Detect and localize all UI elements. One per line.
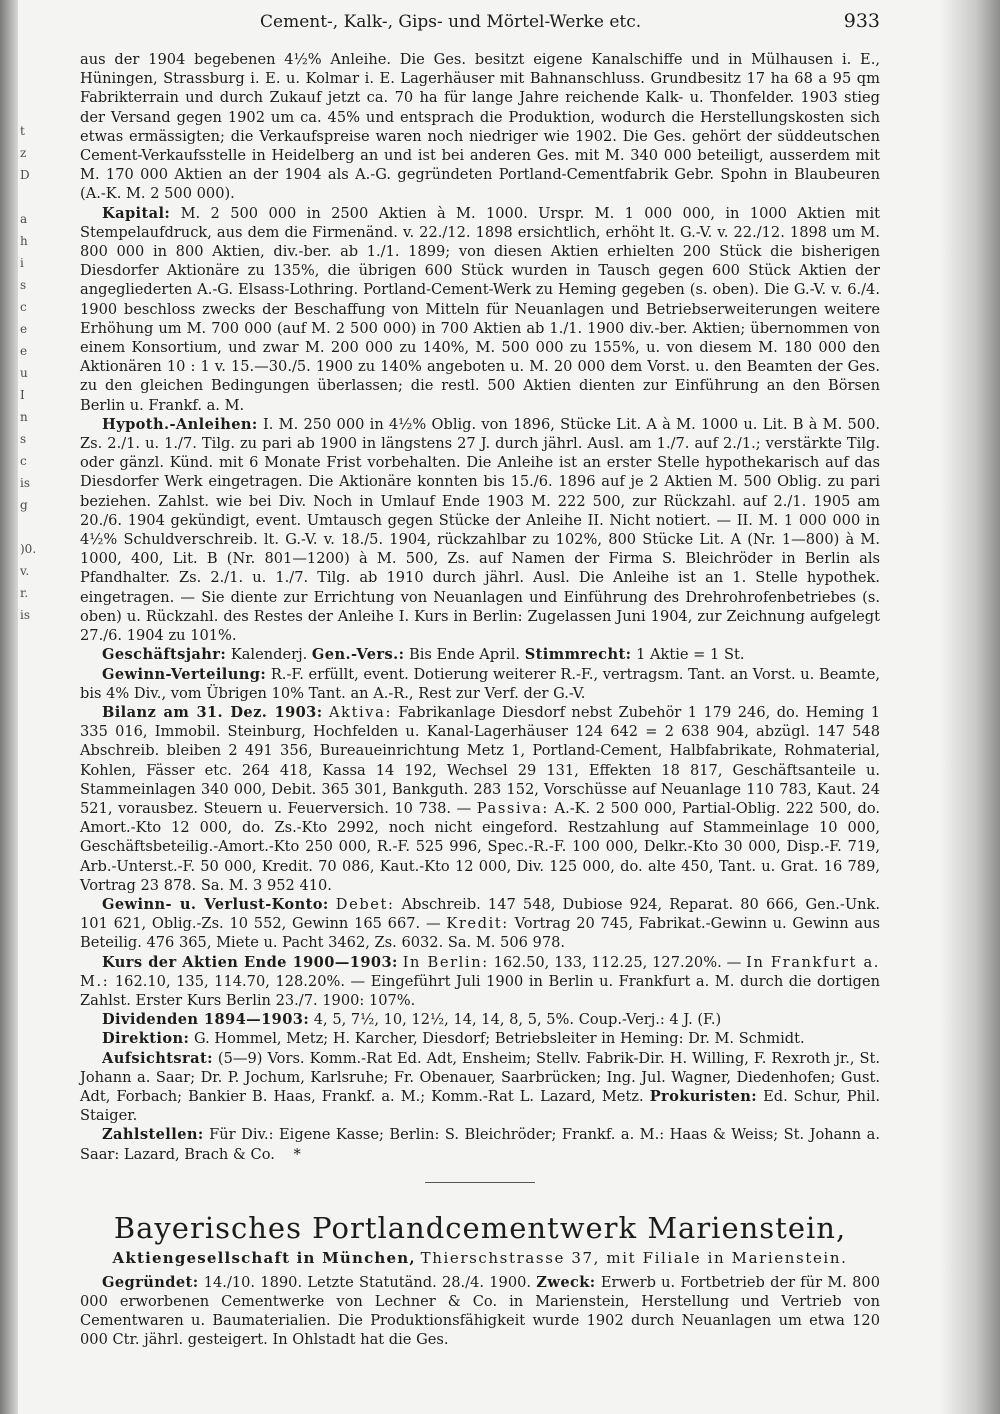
gewinnvert-text: R.-F. erfüllt, event. Dotierung weiterer R.-F., vertragsm. Tant. an Vorst. u. Beamte, bis 4% Div., vom Übrigen 10% Tant. an A.-R., Rest zur Verf. der G.-V. (80, 665, 881, 702)
page-content (80, 10, 880, 1350)
kapital-label: Kapital: (102, 204, 171, 222)
guv-kredit-word: Kredit: (446, 915, 509, 933)
page-edge-shadow (940, 0, 1000, 1414)
margin-fragment: I (20, 388, 25, 402)
kapital-text: M. 2 500 000 in 2500 Aktien à M. 1000. Urspr. M. 1 000 000, in 1000 Aktien mit Stempelaufdruck, aus dem die Firmenänd. v. 22./12. 1898 ersichtlich, erhöht lt. G.-V. v. 22./12. 1898 um M. 800 000 in 800 Aktien, div.-ber. ab 1./1. 1899; von diesen Aktien erhielten 200 Stück die bisherigen Diesdorfer Aktionäre zu 135%, die übrigen 600 Stück wurden in Tausch gegen 600 Stück Aktien der angegliederten A.-G. Elsass-Lothring. Portland-Cement-Werk zu Heming gegeben (s. oben). Die G.-V. v. 6./4. 1900 beschloss zwecks der Beschaffung von Mitteln für Neuanlagen und Betriebserweiterungen weitere Erhöhung um M. 700 000 (auf M. 2 500 000) in 700 Aktien ab 1./1. 1900 div.-ber. Aktien; übernommen von einem Konsortium, und zwar M. 200 000 zu 140%, M. 500 000 zu 155%, u. von diesem M. 180 000 den Aktionären 10 : 1 v. 15.—30./5. 1900 zu 140% angeboten u. M. 20 000 dem Vorst. u. den Beamten der Ges. zu den gleichen Bedingungen überlassen; die restl. 500 Aktien dienten zur Einführung an den Börsen Berlin u. Frankf. a. M. (80, 204, 880, 414)
bilanz-label: Bilanz am 31. Dez. 1903: (102, 703, 323, 721)
running-head (260, 10, 880, 32)
margin-fragment: n (20, 410, 28, 424)
entry1-hypoth (80, 415, 880, 645)
entry1-geschaeftsjahr (80, 645, 880, 664)
margin-fragment (20, 186, 60, 208)
margin-fragment: is (20, 608, 30, 622)
entry1-gewinnverteilung (80, 665, 880, 703)
direktion-text: G. Hommel, Metz; H. Karcher, Diesdorf; Betriebsleiter in Heming: Dr. M. Schmidt. (193, 1030, 805, 1048)
aufsichtsrat-label: Aufsichtsrat: (102, 1049, 213, 1067)
entry1-guv (80, 895, 880, 953)
running-head-title: Cement-, Kalk-, Gips- und Mörtel-Werke etc. (260, 12, 642, 32)
geschaeftsjahr-text: Kalenderj. (230, 646, 308, 664)
page-number: 933 (843, 10, 880, 32)
zweck-label: Zweck: (536, 1273, 596, 1291)
entry1-intro: aus der 1904 begebenen 4½% Anleihe. Die Ges. besitzt eigene Kanalschiffe und in Mülhausen i. E., Hüningen, Strassburg i. E. u. Kolmar i. E. Lagerhäuser mit Bahnanschluss. Grundbesitz 17 ha 68 a 95 qm Fabrikterrain und durch Zukauf jetzt ca. 70 ha für lange Jahre reichende Kalk- u. Thonfelder. 1903 stieg der Versand gegen 1902 um ca. 45% und entsprach die Produktion, wodurch die Herstellungskosten sich etwas ermässigten; die Verkaufspreise waren noch niedriger wie 1902. Die Ges. gehört der süddeutschen Cement-Verkaufsstelle in Heidelberg an und ist bei anderen Ges. mit M. 340 000 beteiligt, ausserdem mit M. 170 000 Aktien an der 1904 als A.-G. gegründeten Portland-Cementfabrik Gebr. Spohn in Blaubeuren (A.-K. M. 2 500 000). (80, 51, 880, 203)
zahlstellen-text: Für Div.: Eigene Kasse; Berlin: S. Bleichröder; Frankf. a. M.: Haas & Weiss; St. Johann a. Saar: Lazard, Brach & Co. (80, 1126, 880, 1163)
prokuristen-text: Ed. Schur, Phil. Staiger. (80, 1087, 881, 1125)
dividenden-text: 4, 5, 7½, 10, 12½, 14, 14, 8, 5, 5%. Coup.-Verj.: 4 J. (F.) (313, 1011, 722, 1029)
gegruendet-label: Gegründet: (102, 1273, 199, 1291)
hypoth-text: I. M. 250 000 in 4½% Oblig. von 1896, Stücke Lit. A à M. 1000 u. Lit. B à M. 500. Zs. 2./1. u. 1./7. Tilg. zu pari ab 1900 in längstens 27 J. durch jährl. Ausl. am 1./7. auf 2./1.; verstärkte Tilg. oder gänzl. Künd. mit 6 Monate Frist vorbehalten. Die Anleihe ist an erster Stelle hypothekarisch auf das Diesdorfer Werk eingetragen. Die Aktionäre konnten bis 15./6. 1896 auf je 2 Aktien M. 500 Oblig. zu pari beziehen. Zahlst. wie bei Div. Noch in Umlauf Ende 1903 M. 222 500, zur Rückzahl. auf 2./1. 1905 am 20./6. 1904 gekündigt, event. Umtausch gegen Stücke der Anleihe II. Nicht notiert. — II. M. 1 000 000 in 4½% Schuldverschreib. lt. G.-V. v. 18./5. 1904, rückzahlbar zu 102%, 800 Stücke Lit. A (Nr. 1—800) à M. 1000, 400, Lit. B (Nr. 801—1200) à M. 500, Zs. auf Namen der Firma S. Bleichröder in Berlin als Pfandhalter. Zs. 2./1. u. 1./7. Tilg. ab 1910 durch jährl. Ausl. Die Anleihe ist an 1. Stelle hypothek. eingetragen. — Sie diente zur Errichtung von Neuanlagen und Einführung des Drehrohrofenbetriebes (s. oben) u. Rückzahl. des Restes der Anleihe I. Kurs in Berlin: Zugelassen Juni 1904, zur Zeichnung aufgelegt 27./6. 1904 zu 101%. (80, 415, 881, 645)
margin-fragment: e (20, 344, 28, 358)
guv-debet: Abschreib. 147 548, Dubiose 924, Reparat. 80 666, Gen.-Unk. 101 621, Oblig.-Zs. 10 552, Gewinn 165 667. — (80, 895, 880, 933)
guv-debet-word: Debet: (335, 895, 395, 913)
entry2-sub-rest: Thierschstrasse 37, mit Filiale in Marienstein. (420, 1248, 848, 1267)
zweck-text: Erwerb u. Fortbetrieb der für M. 800 000 erworbenen Cementwerke von Lechner & Co. in Marienstein, Herstellung und Vertrieb von Cementwaren u. Baumaterialien. Die Produktionsfähigkeit wurde 1902 durch Neuanlagen um etwa 120 000 Ctr. jährl. gesteigert. In Ohlstadt hat die Ges. (80, 1273, 881, 1349)
entry1-kurs (80, 953, 880, 1011)
margin-fragment: D (20, 168, 30, 182)
margin-fragment (20, 516, 60, 538)
prokuristen-label: Prokuristen: (649, 1087, 758, 1105)
margin-fragment: )0. (20, 542, 37, 556)
section-divider (425, 1182, 535, 1183)
guv-kredit: Vortrag 20 745, Fabrikat.-Gewinn u. Gewinn aus Beteilig. 476 365, Miete u. Pacht 3462, Zs. 6032. Sa. M. 506 978. (80, 915, 881, 952)
zahlstellen-label: Zahlstellen: (102, 1126, 204, 1144)
entry2-body (80, 1273, 880, 1350)
margin-fragment: i (20, 256, 24, 270)
genvers-label: Gen.-Vers.: (311, 646, 405, 664)
hypoth-label: Hypoth.-Anleihen: (102, 415, 258, 433)
margin-fragment: g (20, 498, 28, 512)
margin-fragment: v. (20, 564, 30, 578)
aufsichtsrat-text: (5—9) Vors. Komm.-Rat Ed. Adt, Ensheim; Stellv. Fabrik-Dir. H. Willing, F. Rexroth jr., St. Johann a. Saar; Dr. P. Jochum, Karlsruhe; Fr. Obenauer, Saarbrücken; Ing. Jul. Wagner, Diedenhofen; Gust. Adt, Forbach; Bankier B. Haas, Frankf. a. M.; Komm.-Rat L. Lazard, Metz. (80, 1049, 881, 1105)
margin-fragment: r. (20, 586, 29, 600)
stimmrecht-label: Stimmrecht: (524, 646, 632, 664)
margin-fragment: c (20, 300, 27, 314)
bilanz-aktiva: Fabrikanlage Diesdorf nebst Zubehör 1 179 246, do. Heming 1 335 016, Immobil. Steinburg, Hochfelden u. Kanal-Lagerhäuser 124 642 = 2 638 904, abzügl. 147 548 Abschreib. bleiben 2 491 356, Bureaueinrichtung Metz 1, Portland-Cement, Halbfabrikate, Rohmaterial, Kohlen, Fässer etc. 264 418, Kassa 14 192, Wechsel 29 131, Effekten 18 817, Geschäftsanteile u. Stammeinlagen 340 000, Debit. 365 301, Bankguth. 283 152, Vorschüsse auf Neuanlage 110 783, Kaut. 24 521, vorausbez. Steuern u. Feuerversich. 10 738. — (80, 703, 880, 817)
entry2-title: Bayerisches Portlandcementwerk Marienstein, (113, 1210, 847, 1245)
margin-fragment: is (20, 476, 30, 490)
entry1-aufsichtsrat (80, 1049, 880, 1126)
margin-fragment: e (20, 322, 28, 336)
margin-fragment: z (20, 146, 27, 160)
entry1-zahlstellen (80, 1125, 880, 1163)
margin-fragment: s (20, 432, 27, 446)
entry1-dividenden (80, 1010, 880, 1029)
kurs-berlin-word: In Berlin: (402, 953, 489, 971)
kurs-label: Kurs der Aktien Ende 1900—1903: (102, 953, 398, 971)
facing-page-fragments (20, 120, 60, 626)
margin-fragment: t (20, 124, 25, 138)
entry2-sub-bold: Aktiengesellschaft in München, (112, 1248, 416, 1267)
stimmrecht-text: 1 Aktie = 1 St. (636, 646, 745, 664)
dividenden-label: Dividenden 1894—1903: (102, 1011, 310, 1029)
entry2-subtitle (80, 1249, 880, 1267)
entry1-direktion (80, 1029, 880, 1048)
genvers-text: Bis Ende April. (409, 646, 521, 664)
margin-fragment: a (20, 212, 28, 226)
kurs-berlin: 162.50, 133, 112.25, 127.20%. — (493, 953, 742, 971)
direktion-label: Direktion: (102, 1030, 190, 1048)
guv-label: Gewinn- u. Verlust-Konto: (102, 895, 329, 913)
kurs-frankfurt-word: In Frankfurt a. M.: (80, 953, 881, 990)
kurs-frankfurt: 162.10, 135, 114.70, 128.20%. — Eingeführt Juli 1900 in Berlin u. Frankfurt a. M. durch die dortigen Zahlst. Erster Kurs Berlin 23./7. 1900: 107%. (80, 972, 881, 1009)
geschaeftsjahr-label: Geschäftsjahr: (102, 646, 227, 664)
margin-fragment: u (20, 366, 28, 380)
bilanz-aktiva-word: Aktiva: (328, 703, 392, 721)
margin-fragment: c (20, 454, 27, 468)
margin-fragment: s (20, 278, 27, 292)
entry1-bilanz (80, 703, 880, 895)
bilanz-passiva-word: Passiva: (476, 799, 549, 817)
gewinnvert-label: Gewinn-Verteilung: (102, 665, 267, 683)
gegruendet-text: 14./10. 1890. Letzte Statutänd. 28./4. 1900. (203, 1273, 532, 1291)
bilanz-passiva: A.-K. 2 500 000, Partial-Oblig. 222 500, do. Amort.-Kto 12 000, do. Zs.-Kto 2992, noch nicht eingeford. Restzahlung auf Stammeinlage 10 000, Geschäftsbeteilig.-Amort.-Kto 250 000, R.-F. 525 996, Spec.-R.-F. 100 000, Delkr.-Kto 30 000, Disp.-F. 719, Arb.-Unterst.-F. 50 000, Kredit. 70 086, Kaut.-Kto 12 000, Div. 125 000, do. alte 450, Tant. u. Grat. 16 789, Vortrag 23 878. Sa. M. 3 952 410. (80, 799, 880, 894)
margin-fragment: h (20, 234, 28, 248)
footnote-asterisk: * (293, 1145, 301, 1163)
entry1-kapital (80, 204, 880, 415)
page-gutter-shadow (0, 0, 18, 1414)
